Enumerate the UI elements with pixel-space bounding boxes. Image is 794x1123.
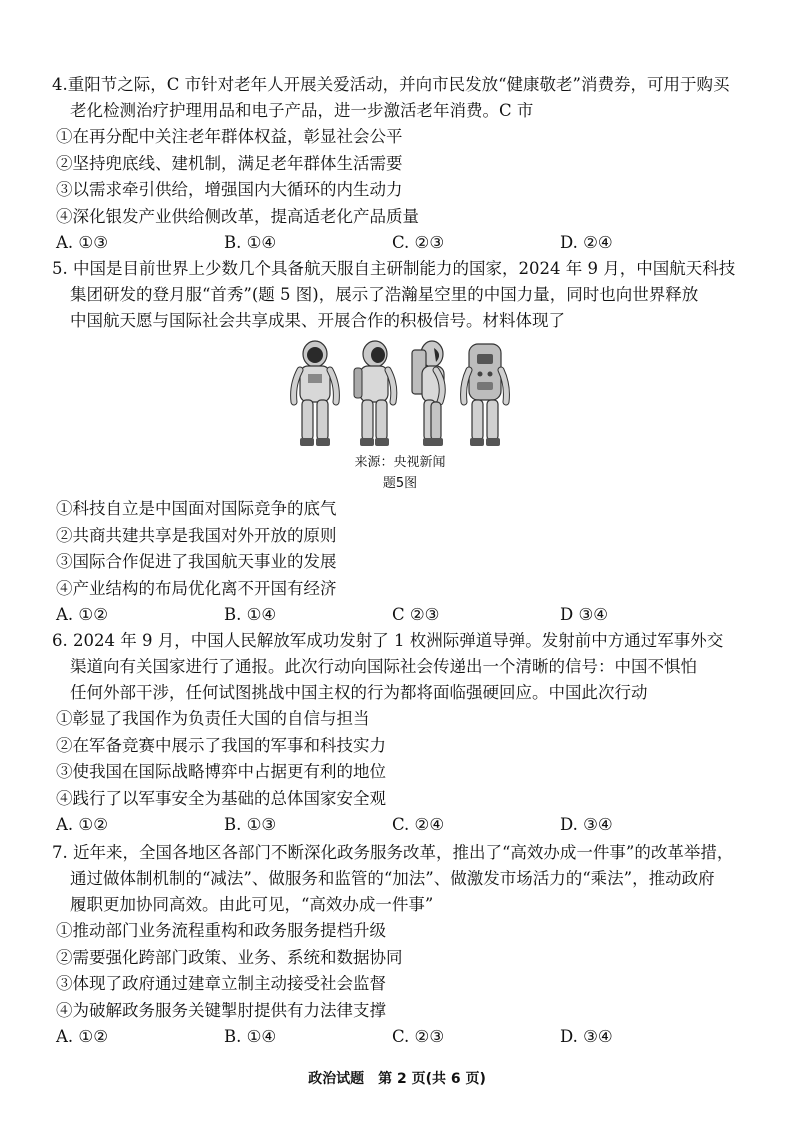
choice-b: B. ①③	[224, 815, 277, 834]
question-4-option-4: ④深化银发产业供给侧改革，提高适老化产品质量	[56, 206, 419, 226]
choice-c: C. ②③	[392, 233, 445, 252]
question-7-choices	[52, 1024, 772, 1050]
question-7-option-2: ②需要强化跨部门政策、业务、系统和数据协同	[56, 947, 403, 967]
spacesuit-side-image	[406, 340, 452, 448]
question-6	[52, 628, 772, 838]
question-4-option-2: ②坚持兜底线、建机制，满足老年群体生活需要	[56, 153, 403, 173]
question-5	[52, 256, 772, 334]
question-6-choices	[52, 812, 772, 838]
figure-caption: 题5图	[382, 476, 418, 491]
question-5-options	[52, 496, 772, 628]
question-7-option-1: ①推动部门业务流程重构和政务服务提档升级	[56, 921, 386, 940]
figure-source: 来源：央视新闻	[354, 455, 446, 470]
question-4-stem-line-2: 老化检测治疗护理用品和电子产品，进一步激活老年消费。C 市	[70, 101, 534, 120]
spacesuit-back-image	[460, 340, 510, 448]
spacesuit-angle-image	[348, 340, 398, 448]
question-7-stem-line-2: 通过做体制机制的“减法”、做服务和监管的“加法”、做激发市场活力的“乘法”，推动政府	[70, 869, 715, 888]
question-7	[52, 840, 772, 1050]
question-7-stem-line-1: 7. 近年来，全国各地区各部门不断深化政务服务改革，推出了“高效办成一件事”的改革举措，	[52, 843, 734, 862]
spacesuit-front-image	[290, 340, 340, 448]
question-5-choices	[52, 602, 772, 628]
spacesuit-images	[290, 338, 510, 448]
question-5-option-4: ④产业结构的布局优化离不开国有经济	[56, 578, 337, 598]
choice-a: A. ①③	[56, 233, 108, 252]
question-7-stem-line-3: 履职更加协同高效。由此可见，“高效办成一件事”	[70, 895, 434, 914]
question-5-stem-line-2: 集团研发的登月服“首秀”(题 5 图)，展示了浩瀚星空里的中国力量，同时也向世界释放	[70, 285, 699, 304]
choice-c: C. ②③	[392, 1027, 445, 1046]
question-4-option-1: ①在再分配中关注老年群体权益，彰显社会公平	[56, 127, 403, 146]
choice-b: B. ①④	[224, 1027, 277, 1046]
question-6-stem-line-2: 渠道向有关国家进行了通报。此次行动向国际社会传递出一个清晰的信号：中国不惧怕	[70, 657, 697, 676]
choice-b: B. ①④	[224, 605, 277, 624]
question-4-choices	[52, 230, 772, 256]
page-footer: 政治试题 第 2 页(共 6 页)	[308, 1071, 486, 1087]
question-7-option-4: ④为破解政务服务关键掣肘提供有力法律支撑	[56, 1000, 386, 1020]
spacesuit-figure	[290, 338, 510, 491]
choice-d: D ③④	[560, 605, 609, 624]
choice-a: A. ①②	[56, 605, 108, 624]
question-6-option-2: ②在军备竞赛中展示了我国的军事和科技实力	[56, 735, 386, 755]
question-5-stem-line-1: 5. 中国是目前世界上少数几个具备航天服自主研制能力的国家，2024 年 9 月，中国航天科技	[52, 259, 736, 278]
question-5-option-2: ②共商共建共享是我国对外开放的原则	[56, 525, 337, 545]
choice-a: A. ①②	[56, 815, 108, 834]
question-7-option-3: ③体现了政府通过建章立制主动接受社会监督	[56, 974, 386, 993]
question-5-option-3: ③国际合作促进了我国航天事业的发展	[56, 552, 337, 571]
question-6-option-4: ④践行了以军事安全为基础的总体国家安全观	[56, 788, 386, 808]
question-6-option-3: ③使我国在国际战略博弈中占据更有利的地位	[56, 762, 386, 781]
question-6-stem-line-3: 任何外部干涉，任何试图挑战中国主权的行为都将面临强硬回应。中国此次行动	[70, 683, 648, 702]
question-4-option-3: ③以需求牵引供给，增强国内大循环的内生动力	[56, 180, 403, 199]
choice-d: D. ②④	[560, 233, 613, 252]
choice-b: B. ①④	[224, 233, 277, 252]
choice-c: C ②③	[392, 605, 440, 624]
question-5-option-1: ①科技自立是中国面对国际竞争的底气	[56, 499, 337, 518]
question-5-stem-line-3: 中国航天愿与国际社会共享成果、开展合作的积极信号。材料体现了	[70, 311, 565, 330]
choice-d: D. ③④	[560, 1027, 613, 1046]
choice-c: C. ②④	[392, 815, 445, 834]
question-4	[52, 72, 772, 256]
question-6-stem-line-1: 6. 2024 年 9 月，中国人民解放军成功发射了 1 枚洲际弹道导弹。发射前中方通过军事外交	[52, 631, 724, 650]
question-6-option-1: ①彰显了我国作为负责任大国的自信与担当	[56, 709, 370, 728]
choice-a: A. ①②	[56, 1027, 108, 1046]
choice-d: D. ③④	[560, 815, 613, 834]
question-4-stem-line-1: 4.重阳节之际，C 市针对老年人开展关爱活动，并向市民发放“健康敬老”消费券，可用于购买	[52, 75, 730, 94]
